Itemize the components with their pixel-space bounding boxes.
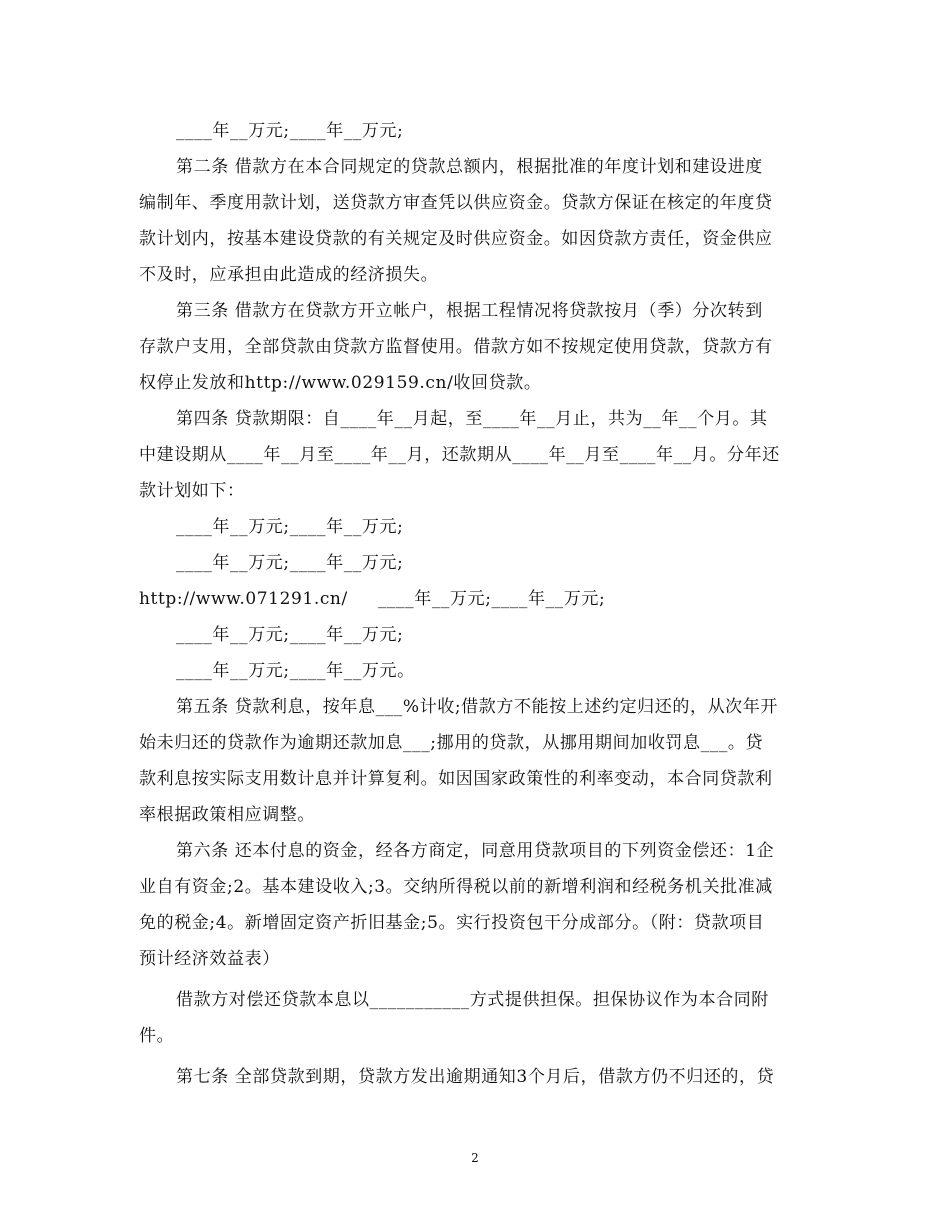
text-line: 免的税金;4。新增固定资产折旧基金;5。实行投资包干分成部分。（附：贷款项目: [139, 913, 765, 933]
text-line: 第五条 贷款利息，按年息___%计收;借款方不能按上述约定归还的，从次年开: [176, 697, 778, 717]
text-line: 编制年、季度用款计划，送贷款方审查凭以供应资金。贷款方保证在核定的年度贷: [139, 193, 773, 213]
text-line: 不及时，应承担由此造成的经济损失。: [139, 265, 439, 285]
text-line: ____年__万元;____年__万元;: [176, 121, 404, 141]
text-line: 款计划内，按基本建设贷款的有关规定及时供应资金。如因贷款方责任，资金供应: [139, 229, 773, 249]
text-line: ____年__万元;____年__万元;: [176, 517, 404, 537]
text-line: 存款户支用，全部贷款由贷款方监督使用。借款方如不按规定使用贷款，贷款方有: [139, 337, 773, 357]
text-line: 借款方对偿还贷款本息以___________方式提供担保。担保协议作为本合同附: [176, 990, 769, 1010]
text-line: 第二条 借款方在本合同规定的贷款总额内，根据批准的年度计划和建设进度: [176, 157, 763, 177]
text-line: 率根据政策相应调整。: [139, 805, 315, 825]
text-line: 第三条 借款方在贷款方开立帐户，根据工程情况将贷款按月（季）分次转到: [176, 301, 763, 321]
text-line: 始未归还的贷款作为逾期还款加息___;挪用的贷款，从挪用期间加收罚息___。贷: [139, 733, 764, 753]
text-line: ____年__万元;____年__万元;: [176, 553, 404, 573]
text-line: 中建设期从____年__月至____年__月，还款期从____年__月至____年__月。分年还: [139, 445, 780, 465]
text-line: 第六条 还本付息的资金，经各方商定，同意用贷款项目的下列资金偿还：1企: [176, 841, 775, 861]
page-number: 2: [471, 1151, 479, 1165]
text-line: 预计经济效益表）: [139, 949, 280, 969]
text-line: ____年__万元;____年__万元;: [176, 625, 404, 645]
text-line: 第四条 贷款期限：自____年__月起，至____年__月止，共为__年__个月。其: [176, 409, 768, 429]
text-line: 款利息按实际支用数计息并计算复利。如因国家政策性的利率变动，本合同贷款利: [139, 769, 773, 789]
text-line: 第七条 全部贷款到期，贷款方发出逾期通知3个月后，借款方仍不归还的，贷: [176, 1067, 775, 1087]
text-line: 件。: [139, 1026, 175, 1046]
text-line: http://www.071291.cn/ ____年__万元;____年__万元;: [139, 589, 606, 609]
text-line: ____年__万元;____年__万元。: [176, 661, 415, 681]
text-line: 权停止发放和http://www.029159.cn/收回贷款。: [139, 373, 542, 393]
text-line: 业自有资金;2。基本建设收入;3。交纳所得税以前的新增利润和经税务机关批准减: [139, 877, 773, 897]
text-line: 款计划如下：: [139, 481, 245, 501]
